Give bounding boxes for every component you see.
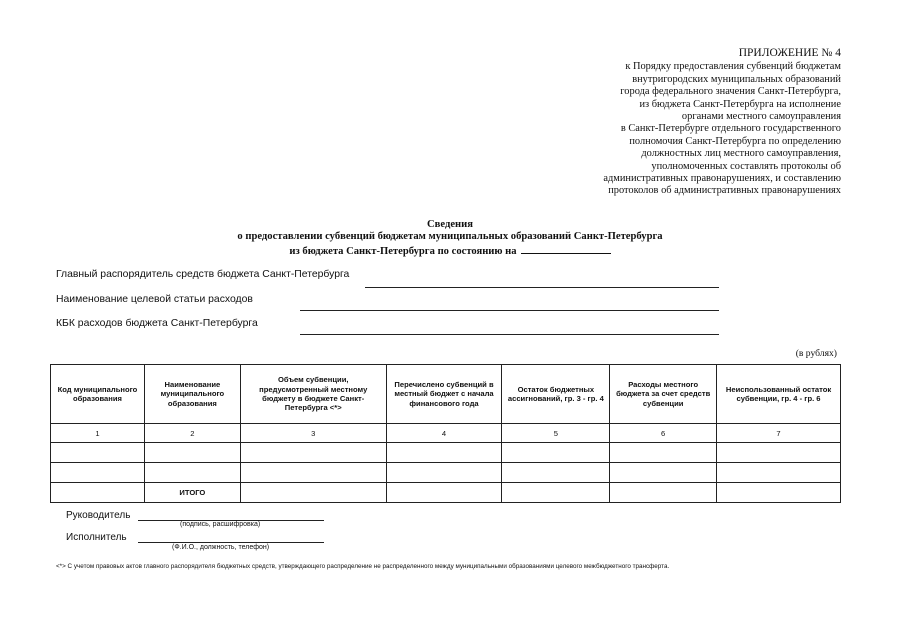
footnote: <*> С учетом правовых актов главного распорядителя бюджетных средств, утверждающего распределение не распределенного между муниципальными образованиями целевого межбюджетного трансферта. <box>56 563 670 570</box>
column-number: 2 <box>144 424 240 443</box>
table-cell <box>240 443 386 463</box>
kbk-label: КБК расходов бюджета Санкт-Петербурга <box>56 318 258 329</box>
column-number: 1 <box>51 424 145 443</box>
table-cell <box>502 483 610 503</box>
appendix-line: уполномоченных составлять протоколы об <box>651 160 841 172</box>
title-line-2: о предоставлении субвенций бюджетам муниципальных образований Санкт-Петербурга <box>237 231 663 243</box>
table-header: Расходы местного бюджета за счет средств субвенции <box>610 365 717 424</box>
executor-signature-line <box>138 542 324 543</box>
total-label: ИТОГО <box>144 483 240 503</box>
appendix-heading: ПРИЛОЖЕНИЕ № 4 <box>738 47 841 59</box>
table-header-row <box>51 365 841 424</box>
table-cell <box>144 463 240 483</box>
appendix-line: административных правонарушениях, и составлению <box>603 173 841 185</box>
table-cell <box>386 463 502 483</box>
appendix-line: должностных лиц местного самоуправления, <box>641 148 841 160</box>
kbk-line <box>300 334 719 335</box>
table-cell <box>240 463 386 483</box>
title-line-1: Сведения <box>427 219 473 230</box>
main-manager-label: Главный распорядитель средств бюджета Санкт-Петербурга <box>56 269 350 280</box>
head-label: Руководитель <box>66 510 131 521</box>
table-header: Перечислено субвенций в местный бюджет с начала финансового года <box>386 365 502 424</box>
table-cell <box>144 443 240 463</box>
table-row <box>51 443 841 463</box>
appendix-line: протоколов об административных правонарушениях <box>608 185 841 197</box>
table-cell <box>51 463 145 483</box>
title-line-3-text: из бюджета Санкт-Петербурга по состоянию на <box>289 245 517 257</box>
table-header: Наименование муниципального образования <box>144 365 240 424</box>
subvention-table <box>50 364 841 503</box>
table-cell <box>502 443 610 463</box>
table-header: Код муниципального образования <box>51 365 145 424</box>
appendix-line: в Санкт-Петербурге отдельного государственного <box>620 123 841 135</box>
executor-note: (Ф.И.О., должность, телефон) <box>172 544 270 551</box>
date-blank <box>521 244 611 254</box>
column-number-row <box>51 424 841 443</box>
table-header: Остаток бюджетных ассигнований, гр. 3 - гр. 4 <box>502 365 610 424</box>
head-note: (подпись, расшифровка) <box>180 521 261 528</box>
table-header: Неиспользованный остаток субвенции, гр. 4 - гр. 6 <box>717 365 841 424</box>
appendix-line: города федерального значения Санкт-Петербурга, <box>620 86 841 98</box>
title-line-3 <box>120 244 780 258</box>
target-item-label: Наименование целевой статьи расходов <box>56 294 253 305</box>
column-number: 4 <box>386 424 502 443</box>
total-row <box>51 483 841 503</box>
table-cell <box>717 443 841 463</box>
main-manager-line <box>365 287 719 288</box>
executor-label: Исполнитель <box>66 532 127 543</box>
units-note: (в рублях) <box>795 348 837 359</box>
table-cell <box>386 483 502 503</box>
target-item-line <box>300 310 719 311</box>
table-cell <box>502 463 610 483</box>
table-cell <box>610 443 717 463</box>
table-row <box>51 463 841 483</box>
table-cell <box>610 463 717 483</box>
table-cell <box>717 463 841 483</box>
column-number: 5 <box>502 424 610 443</box>
appendix-line: полномочия Санкт-Петербурга по определению <box>629 135 841 147</box>
document-title <box>120 219 780 258</box>
table-header: Объем субвенции, предусмотренный местному бюджету в бюджете Санкт-Петербурга <*> <box>240 365 386 424</box>
appendix-line: из бюджета Санкт-Петербурга на исполнение <box>639 98 841 110</box>
column-number: 6 <box>610 424 717 443</box>
appendix-block <box>521 47 841 198</box>
table-cell <box>717 483 841 503</box>
table-cell <box>51 483 145 503</box>
column-number: 7 <box>717 424 841 443</box>
appendix-line: внутригородских муниципальных образований <box>632 73 841 85</box>
appendix-line: к Порядку предоставления субвенций бюджетам <box>625 61 841 73</box>
table-cell <box>51 443 145 463</box>
column-number: 3 <box>240 424 386 443</box>
table-cell <box>610 483 717 503</box>
table-cell <box>240 483 386 503</box>
appendix-line: органами местного самоуправления <box>681 111 841 123</box>
table-cell <box>386 443 502 463</box>
